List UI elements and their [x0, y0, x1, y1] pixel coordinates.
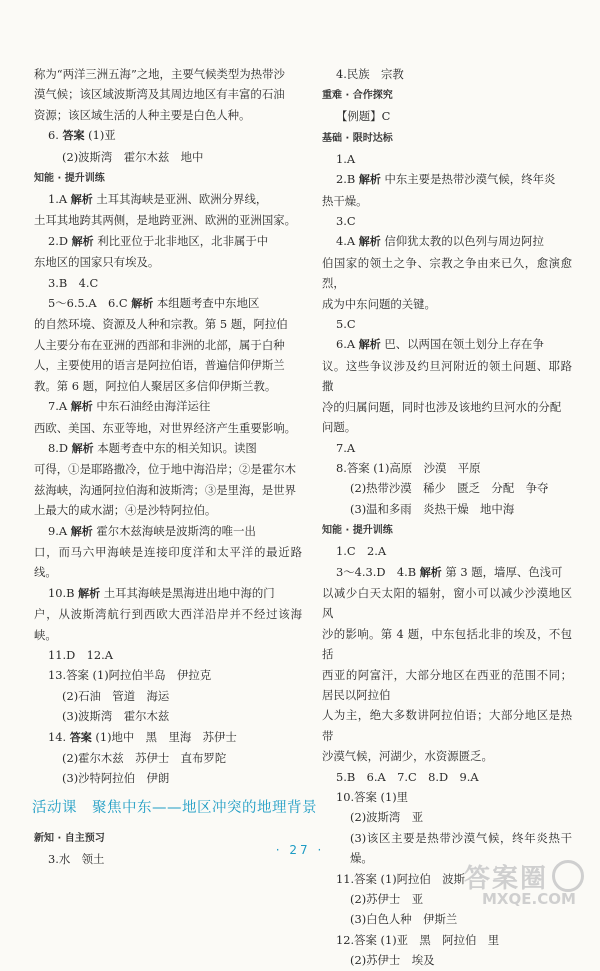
answer-5-9: 5.B 6.A 7.C 8.D 9.A [336, 769, 479, 784]
answer-5: 5.C [336, 317, 356, 332]
answer-3-4: 3～4.3.D 4.B 解析 第 3 题，墙厚、色浅可 [336, 564, 563, 579]
preview-answer-3: 3.水 领土 [48, 851, 105, 866]
text-line: 兹海峡，沟通阿拉伯海和波斯湾；③是里海，是世界 [34, 482, 296, 497]
answer-14: 14. 答案 (1)地中 黑 里海 苏伊士 [48, 729, 237, 744]
text-line: 热干燥。 [322, 193, 368, 208]
answer-3-4: 3.B 4.C [48, 275, 99, 290]
answer-2: 2.D 解析 利比亚位于北非地区，北非属于中 [48, 233, 269, 248]
watermark-url: MXQE.COM [482, 890, 576, 908]
answer-9: 9.A 解析 霍尔木兹海峡是波斯湾的唯一出 [48, 523, 256, 538]
text-line: 的自然环境、资源及人种和宗教。第 5 题，阿拉伯 [34, 317, 288, 332]
example-answer: 【例题】C [336, 109, 391, 124]
answer-13: 13.答案 (1)阿拉伯半岛 伊拉克 [48, 668, 212, 683]
text-line: 东地区的国家只有埃及。 [34, 255, 160, 270]
answer-8: 8.答案 (1)高原 沙漠 平原 [336, 460, 481, 475]
text-line: 口，而马六甲海峡是连接印度洋和太平洋的最近路线。 [34, 544, 302, 580]
answer-14-part3: (3)沙特阿拉伯 伊朗 [62, 771, 170, 786]
answer-13-part2: (2)石油 管道 海运 [62, 688, 170, 703]
answer-8-part2: (2)热带沙漠 稀少 匮乏 分配 争夺 [350, 481, 549, 496]
text-line: 漠气候；该区域波斯湾及其周边地区有丰富的石油 [34, 87, 285, 102]
text-line: 成为中东问题的关键。 [322, 296, 436, 311]
text-line: 上最大的咸水湖；④是沙特阿拉伯。 [34, 503, 217, 518]
answer-6: 6. 答案 (1)亚 [48, 128, 116, 143]
answer-2: 2.B 解析 中东主要是热带沙漠气候，终年炎 [336, 172, 556, 187]
text-line: 议。这些争议涉及约旦河附近的领土问题、耶路撒 [322, 358, 572, 394]
text-line: 沙的影响。第 4 题，中东包括北非的埃及，不包括 [322, 626, 572, 662]
text-line: 土耳其地跨其两侧，是地跨亚洲、欧洲的亚洲国家。 [34, 213, 296, 228]
answer-6: 6.A 解析 巴、以两国在领土划分上存在争 [336, 337, 544, 352]
answer-10: 10.B 解析 土耳其海峡是黑海进出地中海的门 [48, 585, 275, 600]
answer-12: 12.答案 (1)亚 黑 阿拉伯 里 [336, 932, 500, 947]
text-line: 资源；该区域生活的人种主要是白色人种。 [34, 107, 251, 122]
text-line: 以减少白天太阳的辐射，窗小可以减少沙漠地区风 [322, 585, 572, 621]
text-line: 称为“两洋三洲五海”之地，主要气候类型为热带沙 [34, 67, 285, 81]
text-line: 伯国家的领土之争、宗教之争由来已久，愈演愈烈， [322, 255, 572, 291]
text-line: 人主要分布在亚洲的西部和非洲的北部，属于白种 [34, 337, 285, 352]
text-line: 教。第 6 题，阿拉伯人聚居区多信仰伊斯兰教。 [34, 378, 277, 393]
left-column [32, 64, 317, 869]
answer-4: 4.A 解析 信仰犹太教的以色列与周边阿拉 [336, 234, 544, 249]
answer-10-part3: (3)该区主要是热带沙漠气候，终年炎热干燥。 [350, 830, 572, 866]
answer-1: 1.A 解析 土耳其海峡是亚洲、欧洲分界线， [48, 192, 268, 207]
preview-answer-4: 4.民族 宗教 [336, 67, 404, 81]
text-line: 问题。 [322, 420, 357, 435]
answer-6-part2: (2)波斯湾 霍尔木兹 地中 [62, 149, 204, 164]
text-line: 户，从波斯湾航行到西欧大西洋沿岸并不经过该海峡。 [34, 607, 302, 642]
watermark-circle-icon [552, 860, 584, 892]
answer-13-part3: (3)波斯湾 霍尔木兹 [62, 709, 170, 724]
section-heading: 知能 · 提升训练 [322, 525, 393, 537]
answer-8: 8.D 解析 本题考查中东的相关知识。读图 [48, 440, 257, 455]
text-line: 沙漠气候，河湖少，水资源匮乏。 [322, 749, 493, 764]
answer-11-12: 11.D 12.A [48, 647, 113, 662]
answer-14-part2: (2)霍尔木兹 苏伊士 直布罗陀 [62, 751, 227, 765]
answer-11-part3: (3)白色人种 伊斯兰 [350, 912, 458, 927]
answer-1-2: 1.C 2.A [336, 544, 387, 559]
answer-7: 7.A [336, 440, 356, 455]
text-line: 西欧、美国、东亚等地，对世界经济产生重要影响。 [34, 420, 296, 435]
watermark-text: 答案圈 [464, 864, 549, 894]
text-line: 可得，①是耶路撒冷，位于地中海沿岸；②是霍尔木 [34, 462, 296, 477]
answer-10-part2: (2)波斯湾 亚 [350, 810, 424, 825]
activity-title: 活动课 聚焦中东——地区冲突的地理背景 [32, 799, 317, 816]
answer-1: 1.A [336, 151, 356, 166]
text-line: 西亚的阿富汗，大部分地区在西亚的范围不同；居民以阿拉伯 [322, 667, 572, 702]
answer-3: 3.C [336, 214, 356, 229]
answer-10: 10.答案 (1)里 [336, 790, 409, 804]
right-column [322, 64, 572, 971]
text-line: 人，主要使用的语言是阿拉伯语，普遍信仰伊斯兰 [34, 358, 285, 373]
page-number: · 27 · [275, 843, 325, 857]
answer-12-part2: (2)苏伊士 埃及 [350, 953, 435, 968]
section-heading: 重难 · 合作探究 [322, 90, 393, 102]
text-line: 人为主，绝大多数讲阿拉伯语；大部分地区是热带 [322, 708, 572, 743]
answer-11: 11.答案 (1)阿拉伯 波斯 [336, 871, 465, 886]
section-heading: 基础 · 限时达标 [322, 132, 393, 144]
watermark-logo [460, 856, 590, 914]
answer-8-part3: (3)温和多雨 炎热干燥 地中海 [350, 501, 515, 516]
section-heading: 新知 · 自主预习 [34, 832, 105, 844]
text-line: 冷的归属问题，同时也涉及该地约旦河水的分配 [322, 399, 562, 414]
answer-7: 7.A 解析 中东石油经由海洋运往 [48, 399, 211, 414]
answer-11-part2: (2)苏伊士 亚 [350, 892, 424, 907]
answer-5-6: 5～6.5.A 6.C 解析 本组题考查中东地区 [48, 296, 260, 311]
section-heading: 知能 · 提升训练 [34, 173, 105, 185]
